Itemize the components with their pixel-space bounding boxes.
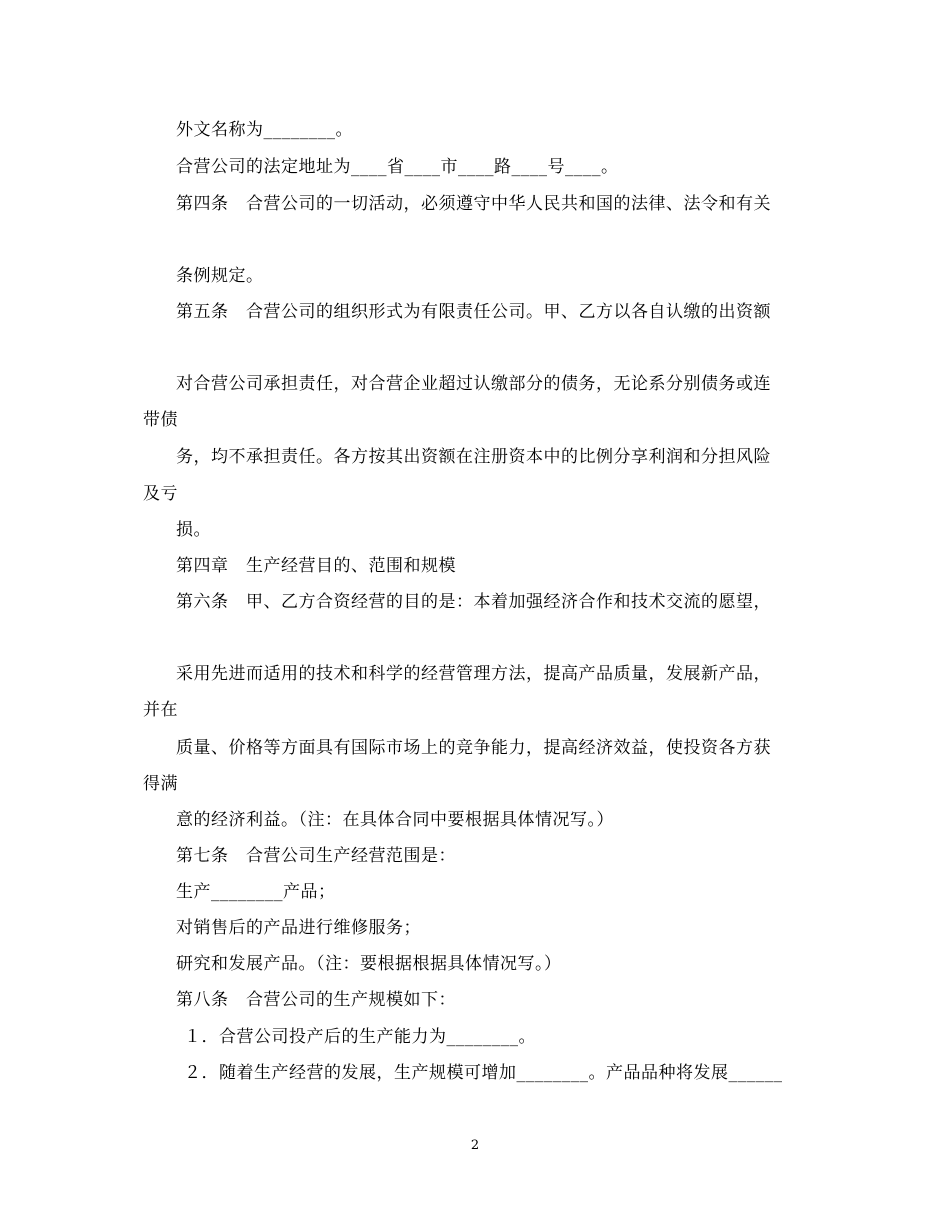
text-line: 第六条 甲、乙方合资经营的目的是：本着加强经济合作和技术交流的愿望， <box>176 592 771 612</box>
chapter-heading: 第四章 生产经营目的、范围和规模 <box>176 556 456 576</box>
text-line: 条例规定。 <box>176 266 264 286</box>
text-line: 研究和发展产品。（注：要根据根据具体情况写。） <box>176 954 562 974</box>
text-line: 合营公司的法定地址为____省____市____路____号____。 <box>176 157 619 177</box>
text-line: 第八条 合营公司的生产规模如下： <box>176 990 456 1010</box>
text-line: 第七条 合营公司生产经营范围是： <box>176 846 456 866</box>
text-line: 对销售后的产品进行维修服务； <box>176 918 421 938</box>
text-line: 采用先进而适用的技术和科学的经营管理方法，提高产品质量，发展新产品， <box>176 664 771 684</box>
text-line: 生产________产品； <box>176 882 336 902</box>
text-line: 带债 <box>143 410 178 430</box>
text-line: 第五条 合营公司的组织形式为有限责任公司。甲、乙方以各自认缴的出资额 <box>176 302 771 322</box>
text-line: 意的经济利益。（注：在具体合同中要根据具体情况写。） <box>176 810 614 830</box>
page-number: 2 <box>470 1138 480 1153</box>
text-line: 外文名称为________。 <box>176 120 353 140</box>
text-line: 第四条 合营公司的一切活动，必须遵守中华人民共和国的法律、法令和有关 <box>176 194 771 214</box>
text-line: 得满 <box>143 774 178 794</box>
text-line: 务，均不承担责任。各方按其出资额在注册资本中的比例分享利润和分担风险 <box>176 447 771 467</box>
text-line: 对合营公司承担责任，对合营企业超过认缴部分的债务，无论系分别债务或连 <box>176 374 771 394</box>
text-line: 损。 <box>176 520 211 540</box>
list-item: ２．随着生产经营的发展，生产规模可增加________。产品品种将发展______ <box>184 1063 783 1083</box>
text-line: 并在 <box>143 700 178 720</box>
text-line: 及亏 <box>143 484 178 504</box>
text-line: 质量、价格等方面具有国际市场上的竞争能力，提高经济效益，使投资各方获 <box>176 738 771 758</box>
list-item: １．合营公司投产后的生产能力为________。 <box>184 1027 536 1047</box>
